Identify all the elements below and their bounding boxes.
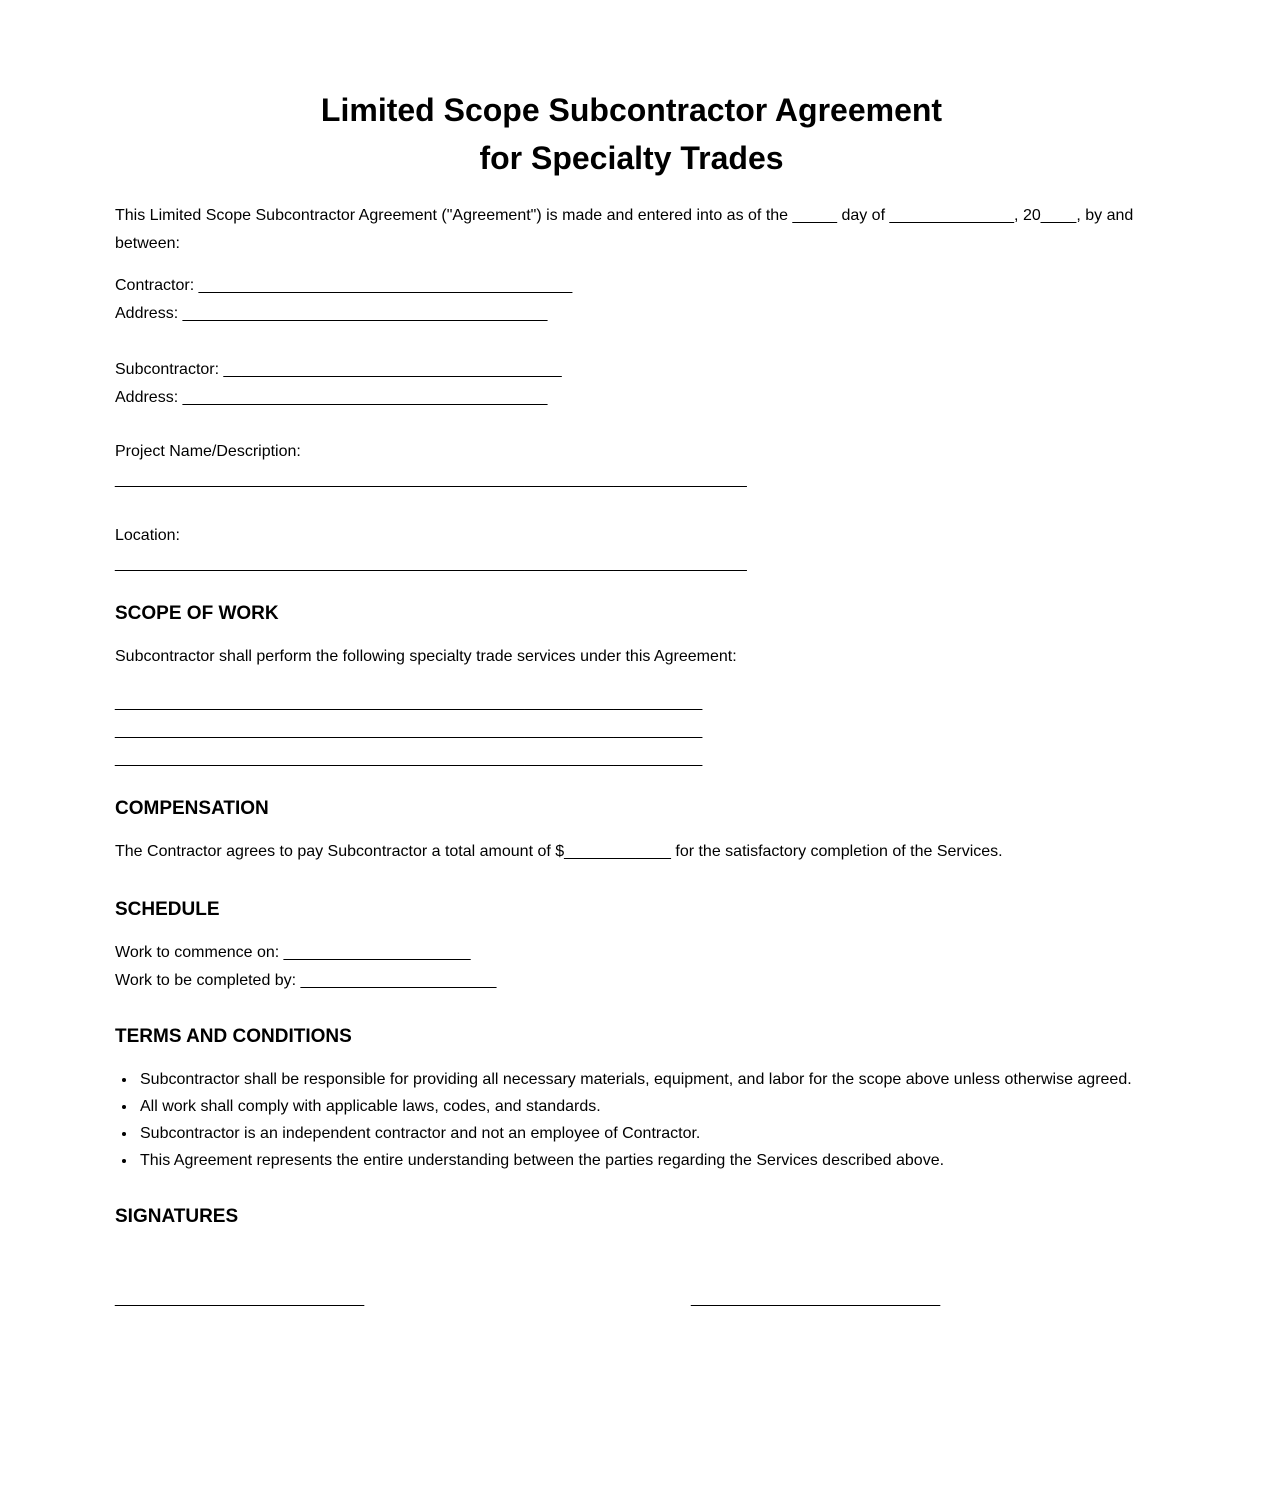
location-blank-line: _______________________________________________________________________ bbox=[115, 555, 747, 572]
compensation-heading: COMPENSATION bbox=[115, 798, 269, 819]
title-line-2: for Specialty Trades bbox=[479, 140, 784, 176]
project-block bbox=[115, 438, 1148, 494]
title-line-1: Limited Scope Subcontractor Agreement bbox=[320, 92, 943, 128]
contractor-signature-line: ____________________________ bbox=[115, 1290, 365, 1307]
work-commence-blank-line: _____________________ bbox=[283, 944, 471, 961]
subcontractor-field bbox=[115, 356, 1148, 384]
scope-blank-line: __________________________________________________________________ bbox=[115, 750, 703, 767]
contractor-label: Contractor: bbox=[115, 277, 195, 294]
signatures-heading: SIGNATURES bbox=[115, 1206, 239, 1227]
work-complete-field bbox=[115, 967, 1148, 995]
subcontractor-signature-line: ____________________________ bbox=[691, 1290, 941, 1307]
terms-item: • This Agreement represents the entire understanding between the parties regarding the Services described above. bbox=[137, 1147, 1148, 1174]
terms-item: • Subcontractor is an independent contractor and not an employee of Contractor. bbox=[137, 1120, 1148, 1147]
intro-paragraph: This Limited Scope Subcontractor Agreement ("Agreement") is made and entered into as of the _____ day of ______________, 20____, by and between: bbox=[115, 207, 1134, 252]
schedule-heading: SCHEDULE bbox=[115, 899, 220, 920]
work-commence-field bbox=[115, 939, 1148, 967]
work-complete-blank-line: ______________________ bbox=[300, 972, 497, 989]
schedule-block bbox=[115, 939, 1148, 995]
scope-of-work-heading: SCOPE OF WORK bbox=[115, 603, 279, 624]
terms-heading: TERMS AND CONDITIONS bbox=[115, 1026, 352, 1047]
compensation-paragraph: The Contractor agrees to pay Subcontractor a total amount of $____________ for the satisfactory completion of the Services. bbox=[115, 843, 1003, 860]
signature-lines-row bbox=[115, 1285, 1148, 1313]
contractor-field bbox=[115, 272, 1148, 300]
terms-list bbox=[115, 1066, 1148, 1174]
terms-item: • Subcontractor shall be responsible for providing all necessary materials, equipment, and labor for the scope above unless otherwise agreed. bbox=[137, 1066, 1148, 1093]
subcontractor-block bbox=[115, 356, 1148, 412]
contractor-address-label: Address: bbox=[115, 305, 179, 322]
project-name-label: Project Name/Description: bbox=[115, 443, 301, 460]
subcontractor-address-blank-line: _________________________________________ bbox=[182, 389, 548, 406]
document-title bbox=[115, 86, 1148, 182]
scope-blank-line: __________________________________________________________________ bbox=[115, 694, 703, 711]
project-name-blank-line: _______________________________________________________________________ bbox=[115, 471, 747, 488]
scope-blank-lines bbox=[115, 689, 1148, 773]
contractor-address-blank-line: _________________________________________ bbox=[182, 305, 548, 322]
contractor-block bbox=[115, 272, 1148, 328]
scope-of-work-paragraph: Subcontractor shall perform the following specialty trade services under this Agreement: bbox=[115, 648, 737, 665]
location-label: Location: bbox=[115, 527, 180, 544]
subcontractor-label: Subcontractor: bbox=[115, 361, 220, 378]
contractor-blank-line: __________________________________________ bbox=[198, 277, 573, 294]
subcontractor-blank-line: ______________________________________ bbox=[223, 361, 562, 378]
work-commence-label: Work to commence on: bbox=[115, 944, 280, 961]
location-block bbox=[115, 522, 1148, 578]
terms-item: • All work shall comply with applicable laws, codes, and standards. bbox=[137, 1093, 1148, 1120]
work-complete-label: Work to be completed by: bbox=[115, 972, 297, 989]
scope-blank-line: __________________________________________________________________ bbox=[115, 722, 703, 739]
subcontractor-address-field bbox=[115, 384, 1148, 412]
subcontractor-address-label: Address: bbox=[115, 389, 179, 406]
contractor-address-field bbox=[115, 300, 1148, 328]
